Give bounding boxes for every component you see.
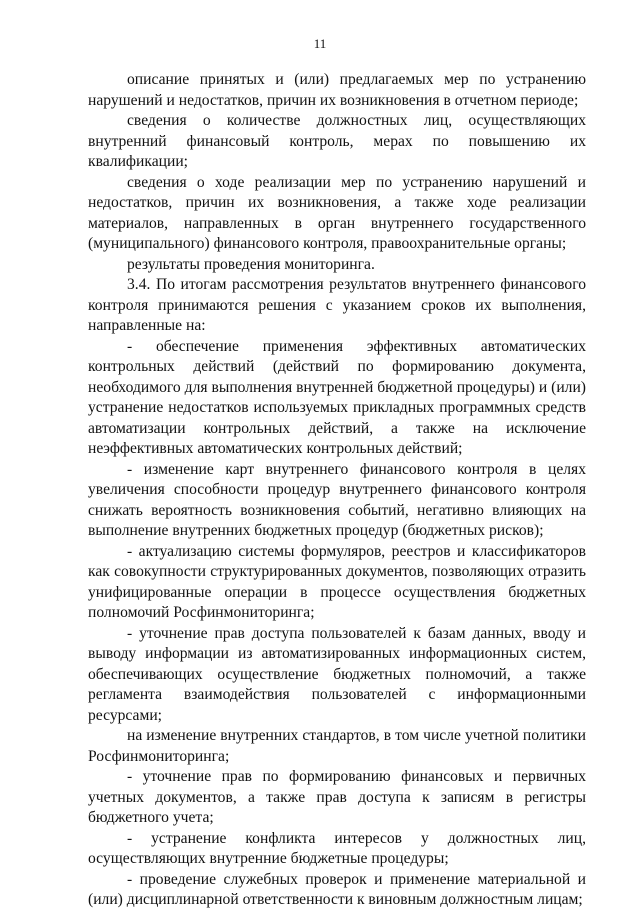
- list-item-document-rights: - уточнение прав по формированию финансовых и первичных учетных документов, а также прав доступа к записям в регистры бюджетного учета;: [88, 768, 586, 826]
- list-item-conflict-of-interest: - устранение конфликта интересов у должностных лиц, осуществляющих внутренние бюджетные процедуры;: [88, 829, 586, 867]
- paragraph-section-3-4: 3.4. По итогам рассмотрения результатов внутреннего финансового контроля принимаются решения с указанием сроков их выполнения, направленные на:: [88, 276, 586, 334]
- paragraph-implementation-progress: сведения о ходе реализации мер по устранению нарушений и недостатков, причин их возникновения, а также ходе реализации материалов, направленных в орган внутреннего государственного (муниципального) финансового контроля, правоохранительные органы;: [88, 173, 586, 252]
- list-item-internal-investigations: - проведение служебных проверок и применение материальной и (или) дисциплинарной ответственности к виновным должностным лицам;: [88, 870, 586, 908]
- paragraph-internal-standards: на изменение внутренних стандартов, в том числе учетной политики Росфинмониторинга;: [88, 727, 586, 765]
- list-item-access-rights: - уточнение прав доступа пользователей к базам данных, вводу и выводу информации из автоматизированных информационных систем, обеспечивающих осуществление бюджетных полномочий, а также регламента взаимодействия пользователей с информационными ресурсами;: [88, 624, 586, 724]
- paragraph-report-measures: описание принятых и (или) предлагаемых мер по устранению нарушений и недостатков, причин их возникновения в отчетном периоде;: [88, 71, 586, 109]
- list-item-automatic-controls: - обеспечение применения эффективных автоматических контрольных действий (действий по формированию документа, необходимого для выполнения внутренней бюджетной процедуры) и (или) устранение недостатков используемых прикладных программных средств автоматизации контрольных действий, а также на исключение неэффективных автоматических контрольных действий;: [88, 337, 586, 457]
- list-item-forms-registers: - актуализацию системы формуляров, реестров и классификаторов как совокупности структурированных документов, позволяющих отразить унифицированные операции в процессе осуществления бюджетных полномочий Росфинмониторинга;: [88, 542, 586, 621]
- list-item-control-maps: - изменение карт внутреннего финансового контроля в целях увеличения способности процедур внутреннего финансового контроля снижать вероятность возникновения событий, негативно влияющих на выполнение внутренних бюджетных процедур (бюджетных рисков);: [88, 460, 586, 539]
- paragraph-officials-count: сведения о количестве должностных лиц, осуществляющих внутренний финансовый контроль, мерах по повышению их квалификации;: [88, 112, 586, 170]
- document-body: [88, 70, 586, 911]
- paragraph-monitoring-results: результаты проведения мониторинга.: [127, 255, 375, 273]
- page-number: 11: [313, 36, 327, 51]
